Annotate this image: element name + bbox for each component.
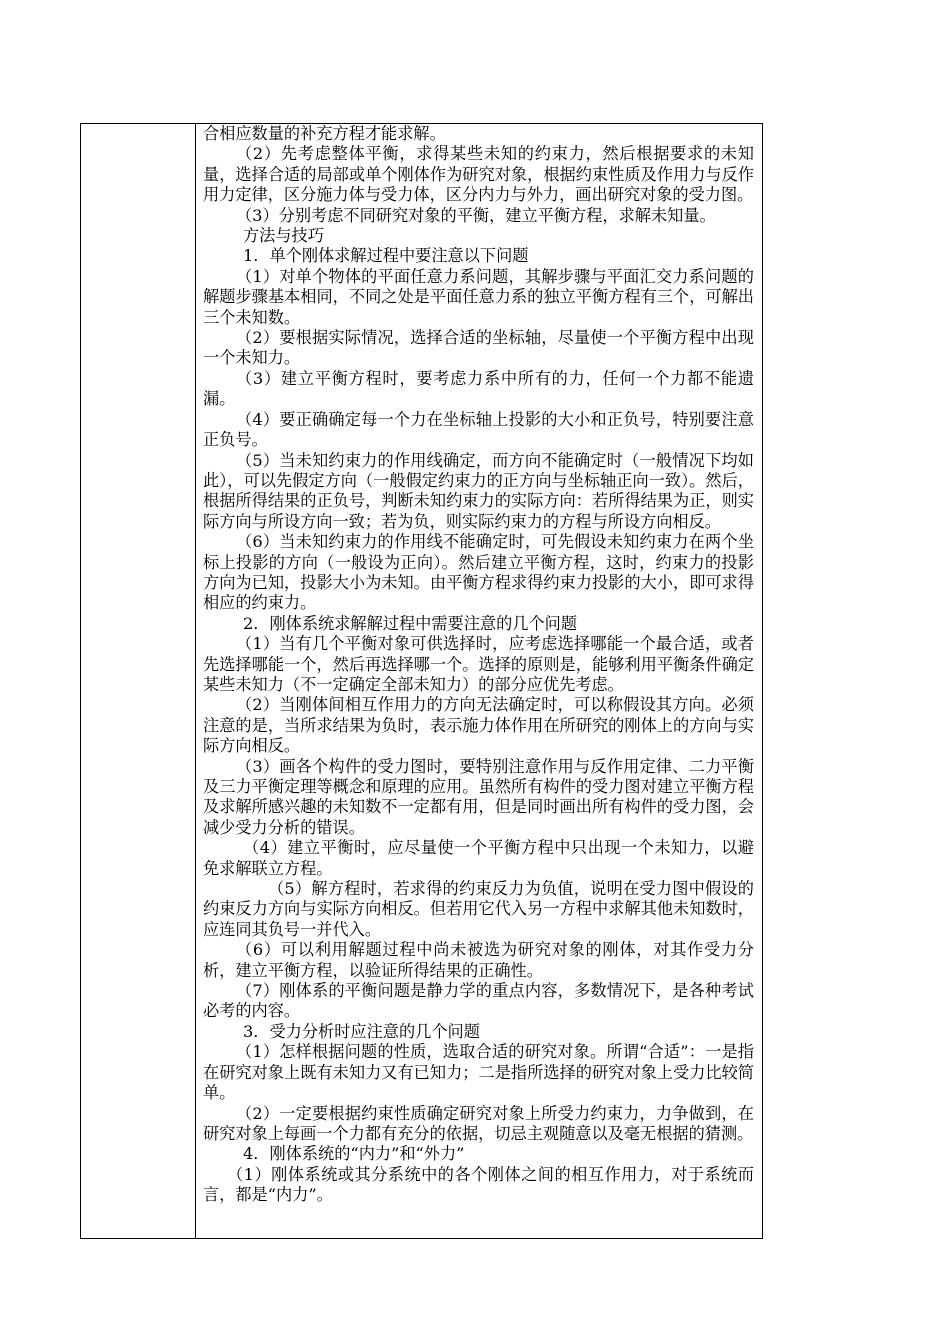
paragraph: （6）可以利用解题过程中尚未被选为研究对象的刚体，对其作受力分析，建立平衡方程，以验证所得结果的正确性。 [203, 940, 754, 980]
paragraph: （2）当刚体间相互作用力的方向无法确定时，可以称假设其方向。必须注意的是，当所求结果为负时，表示施力体作用在所研究的刚体上的方向与实际方向相反。 [203, 695, 754, 756]
section-heading: 3．受力分析时应注意的几个问题 [243, 1021, 480, 1041]
paragraph: （1）对单个物体的平面任意力系问题，其解步骤与平面汇交力系问题的解题步骤基本相同，不同之处是平面任意力系的独立平衡方程有三个，可解出三个未知数。 [203, 266, 754, 327]
paragraph: （2）一定要根据约束性质确定研究对象上所受力约束力，力争做到，在研究对象上每画一个力都有充分的依据，切忌主观随意以及毫无根据的猜测。 [203, 1103, 754, 1143]
section-heading: 方法与技巧 [243, 226, 324, 246]
section-heading: 1．单个刚体求解过程中要注意以下问题 [243, 246, 529, 266]
paragraph: （2）先考虑整体平衡，求得某些未知的约束力，然后根据要求的未知量，选择合适的局部或单个刚体作为研究对象，根据约束性质及作用力与反作用力定律，区分施力体与受力体，区分内力与外力，画出研究对象的受力图。 [203, 144, 754, 205]
paragraph: （5）解方程时，若求得的约束反力为负值，说明在受力图中假设的约束反力方向与实际方向相反。但若用它代入另一方程中求解其他未知数时，应连同其负号一并代入。 [203, 879, 754, 939]
paragraph: （4）建立平衡时，应尽量使一个平衡方程中只出现一个未知力，以避免求解联立方程。 [203, 838, 754, 878]
content-table [80, 123, 763, 1239]
section-heading: 4．刚体系统的“内力”和“外力” [243, 1144, 465, 1164]
paragraph: （1）当有几个平衡对象可供选择时，应考虑选择哪能一个最合适，或者先选择哪能一个，然后再选择哪一个。选择的原则是，能够利用平衡条件确定某些未知力（不一定确定全部未知力）的部分应优先考虑。 [203, 634, 754, 694]
paragraph: （7）刚体系的平衡问题是静力学的重点内容，多数情况下，是各种考试必考的内容。 [203, 981, 754, 1021]
paragraph: 合相应数量的补充方程才能求解。 [203, 124, 446, 143]
section-heading: 2．刚体系统求解解过程中需要注意的几个问题 [243, 613, 578, 633]
paragraph: （3）画各个构件的受力图时，要特别注意作用与反作用定律、二力平衡及三力平衡定理等概念和原理的应用。虽然所有构件的受力图对建立平衡方程及求解所感兴趣的未知数不一定都有用，但是同时画出所有构件的受力图，会减少受力分析的错误。 [203, 756, 754, 837]
paragraph: （3）分别考虑不同研究对象的平衡，建立平衡方程，求解未知量。 [236, 205, 716, 225]
paragraph: （3）建立平衡方程时，要考虑力系中所有的力，任何一个力都不能遗漏。 [203, 368, 754, 409]
paragraph: （1）刚体系统或其分系统中的各个刚体之间的相互作用力，对于系统而言，都是“内力”。 [203, 1164, 754, 1205]
column-divider [195, 124, 196, 1238]
paragraph: （6）当未知约束力的作用线不能确定时，可先假设未知约束力在两个坐标上投影的方向（一般设为正向）。然后建立平衡方程，这时，约束力的投影方向为已知，投影大小为未知。由平衡方程求得约束力投影的大小，即可求得相应的约束力。 [203, 532, 754, 613]
paragraph: （5）当未知约束力的作用线确定，而方向不能确定时（一般情况下均如此），可以先假定方向（一般假定约束力的正方向与坐标轴正向一致）。然后，根据所得结果的正负号，判断未知约束力的实际方向：若所得结果为正，则实际方向与所设方向一致；若为负，则实际约束力的方程与所设方向相反。 [203, 450, 754, 531]
paragraph: （1）怎样根据问题的性质，选取合适的研究对象。所谓“合适”：一是指在研究对象上既有未知力又有已知力；二是指所选择的研究对象上受力比较简单。 [203, 1042, 754, 1103]
text-cell [203, 124, 754, 1206]
paragraph: （4）要正确确定每一个力在坐标轴上投影的大小和正负号，特别要注意正负号。 [203, 409, 754, 450]
paragraph: （2）要根据实际情况，选择合适的坐标轴，尽量使一个平衡方程中出现一个未知力。 [203, 328, 754, 368]
